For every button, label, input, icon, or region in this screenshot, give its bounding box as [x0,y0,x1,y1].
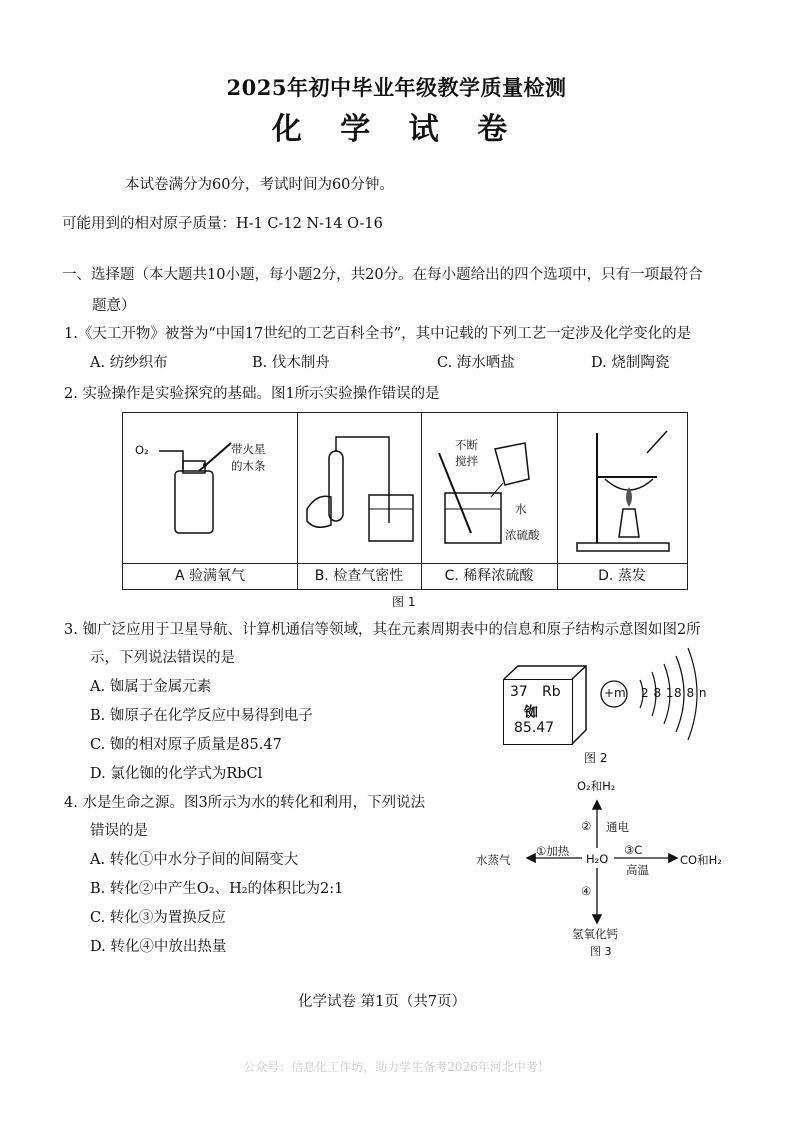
product-calcium-hydroxide: 氢氧化钙 [572,927,618,941]
q1-option-b: B. 伐木制舟 [252,355,330,371]
q3-stem-cont: 示，下列说法错误的是 [90,650,235,666]
panel-d [557,413,687,563]
q4-option-d: D. 转化④中放出热量 [90,939,227,955]
element-symbol: Rb [542,684,561,700]
q4-stem-cont: 错误的是 [90,823,148,839]
panel-c [421,413,558,563]
label-o2: O₂ [135,443,149,457]
atomic-mass-note: 可能用到的相对原子质量：H-1 C-12 N-14 O-16 [62,216,383,232]
page-footer: 化学试卷 第1页（共7页） [298,994,467,1010]
figure-3-caption: 图 3 [590,945,612,958]
label-water: 水 [515,502,527,516]
q1-option-d: D. 烧制陶瓷 [591,355,670,371]
q2-stem: 2. 实验操作是实验探究的基础。图1所示实验操作错误的是 [64,386,440,402]
q3-option-a: A. 铷属于金属元素 [90,679,212,695]
label-stir-2: 搅拌 [455,454,478,468]
q4-stem: 4. 水是生命之源。图3所示为水的转化和利用，下列说法 [64,795,426,811]
product-o2-h2: O₂和H₂ [577,779,616,793]
label-stir-1: 不断 [455,438,478,452]
step-3-label: ③C [624,843,643,857]
caption-a: A 验满氧气 [123,563,298,589]
watermark-text: 公众号：信息化工作坊，助力学生备考2026年河北中考！ [243,1060,550,1074]
atomic-mass: 85.47 [514,720,555,736]
q4-option-b: B. 转化②中产生O₂、H₂的体积比为2:1 [90,881,344,897]
q1-stem: 1.《天工开物》被誉为“中国17世纪的工艺百科全书”，其中记载的下列工艺一定涉及化学变化的是 [64,326,692,342]
evaporation-illustration [557,413,687,563]
element-card-rb [503,679,573,745]
score-note: 本试卷满分为60分，考试时间为60分钟。 [125,177,394,193]
oxygen-bottle-illustration [123,413,297,563]
q3-stem: 3. 铷广泛应用于卫星导航、计算机通信等领域，其在元素周期表中的信息和原子结构示意图如图2所 [64,622,701,638]
product-steam: 水蒸气 [476,853,511,867]
airtightness-illustration [297,413,421,563]
figure-1 [122,412,688,590]
caption-c: C. 稀释浓硫酸 [421,563,558,589]
label-splint-2: 的木条 [231,459,266,473]
section-heading-cont: 题意） [92,298,136,314]
atomic-number: 37 [510,684,528,700]
q1-option-a: A. 纺纱织布 [90,355,168,371]
q3-option-b: B. 铷原子在化学反应中易得到电子 [90,708,313,724]
figure-1-caption: 图 1 [392,595,416,609]
center-water: H₂O [586,852,609,866]
step-4-label: ④ [581,884,592,898]
element-name: 铷 [524,705,538,721]
exam-title: 2025年初中毕业年级教学质量检测 [226,75,567,100]
step-2-condition: 通电 [606,820,629,834]
nucleus-charge: +m [604,686,626,700]
step-1-label: ①加热 [536,844,570,858]
q4-option-a: A. 转化①中水分子间的间隔变大 [90,852,299,868]
label-acid: 浓硫酸 [505,528,540,542]
q3-option-d: D. 氯化铷的化学式为RbCl [90,766,263,782]
panel-b [297,413,422,563]
label-splint-1: 带火星 [231,442,266,456]
exam-subtitle: 化 学 试 卷 [271,112,522,147]
product-co-h2: CO和H₂ [680,853,722,867]
caption-b: B. 检查气密性 [297,563,422,589]
q3-option-c: C. 铷的相对原子质量是85.47 [90,737,282,753]
q1-option-c: C. 海水晒盐 [437,355,515,371]
caption-d: D. 蒸发 [557,563,687,589]
figure-2-caption: 图 2 [584,751,608,765]
section-heading: 一、选择题（本大题共10小题，每小题2分，共20分。在每小题给出的四个选项中，只有一项最符合 [62,267,703,283]
step-3-condition: 高温 [626,863,649,877]
panel-a [123,413,298,563]
q4-option-c: C. 转化③为置换反应 [90,910,226,926]
electron-shells: 2 8 18 8 n [641,686,708,700]
step-2-label: ② [581,819,592,833]
